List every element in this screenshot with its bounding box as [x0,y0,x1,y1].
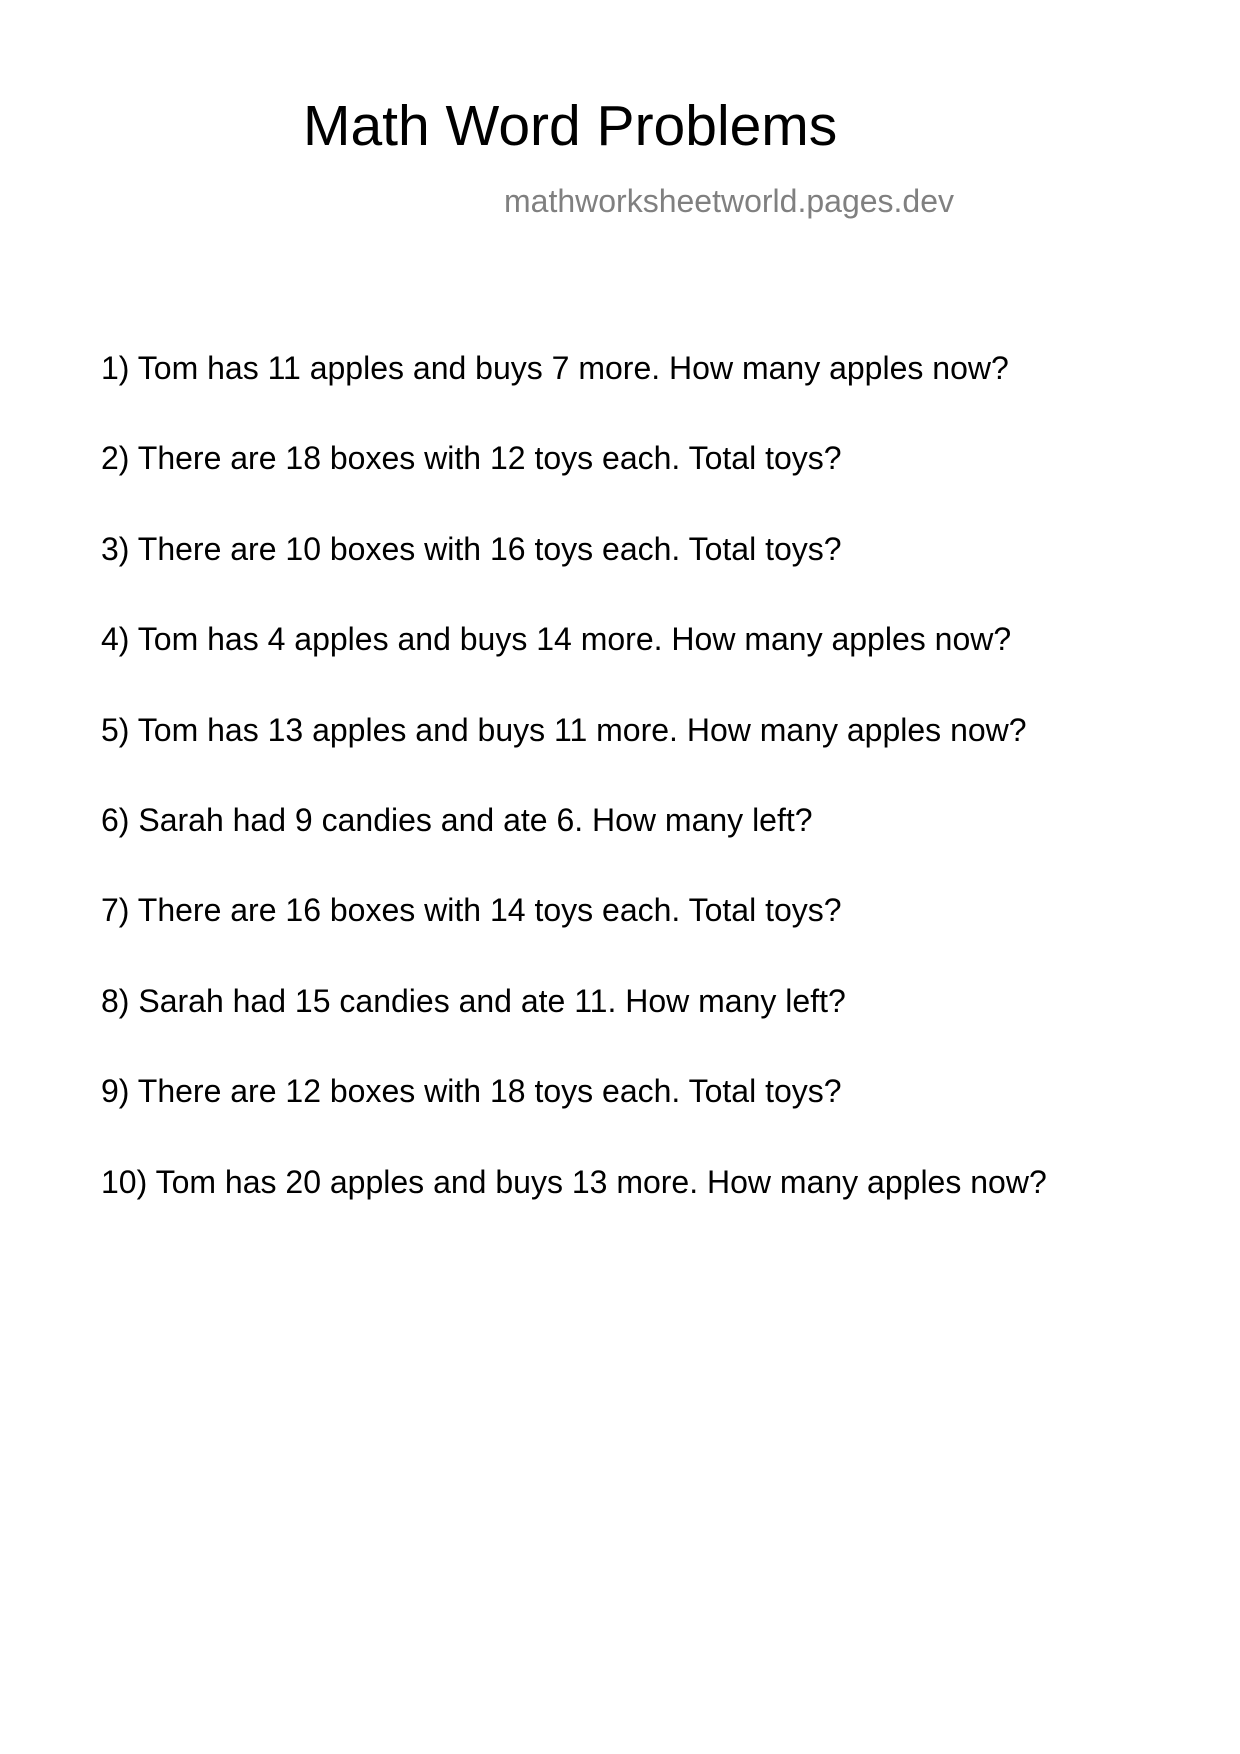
problem-item: 1) Tom has 11 apples and buys 7 more. How many apples now? [101,350,1009,386]
site-url: mathworksheetworld.pages.dev [504,183,955,219]
problem-item: 2) There are 18 boxes with 12 toys each. Total toys? [101,440,842,477]
problem-item: 3) There are 10 boxes with 16 toys each. Total toys? [101,530,842,567]
problem-list [101,352,1047,1256]
problem-item: 4) Tom has 4 apples and buys 14 more. How many apples now? [101,621,1012,658]
problem-item: 9) There are 12 boxes with 18 toys each. Total toys? [101,1073,842,1110]
problem-item: 6) Sarah had 9 candies and ate 6. How many left? [101,801,813,838]
problem-item: 7) There are 16 boxes with 14 toys each. Total toys? [101,892,842,929]
page-title: Math Word Problems [303,94,838,158]
problem-item: 10) Tom has 20 apples and buys 13 more. How many apples now? [101,1163,1047,1200]
problem-item: 8) Sarah had 15 candies and ate 11. How many left? [101,982,846,1019]
problem-item: 5) Tom has 13 apples and buys 11 more. How many apples now? [101,711,1027,748]
